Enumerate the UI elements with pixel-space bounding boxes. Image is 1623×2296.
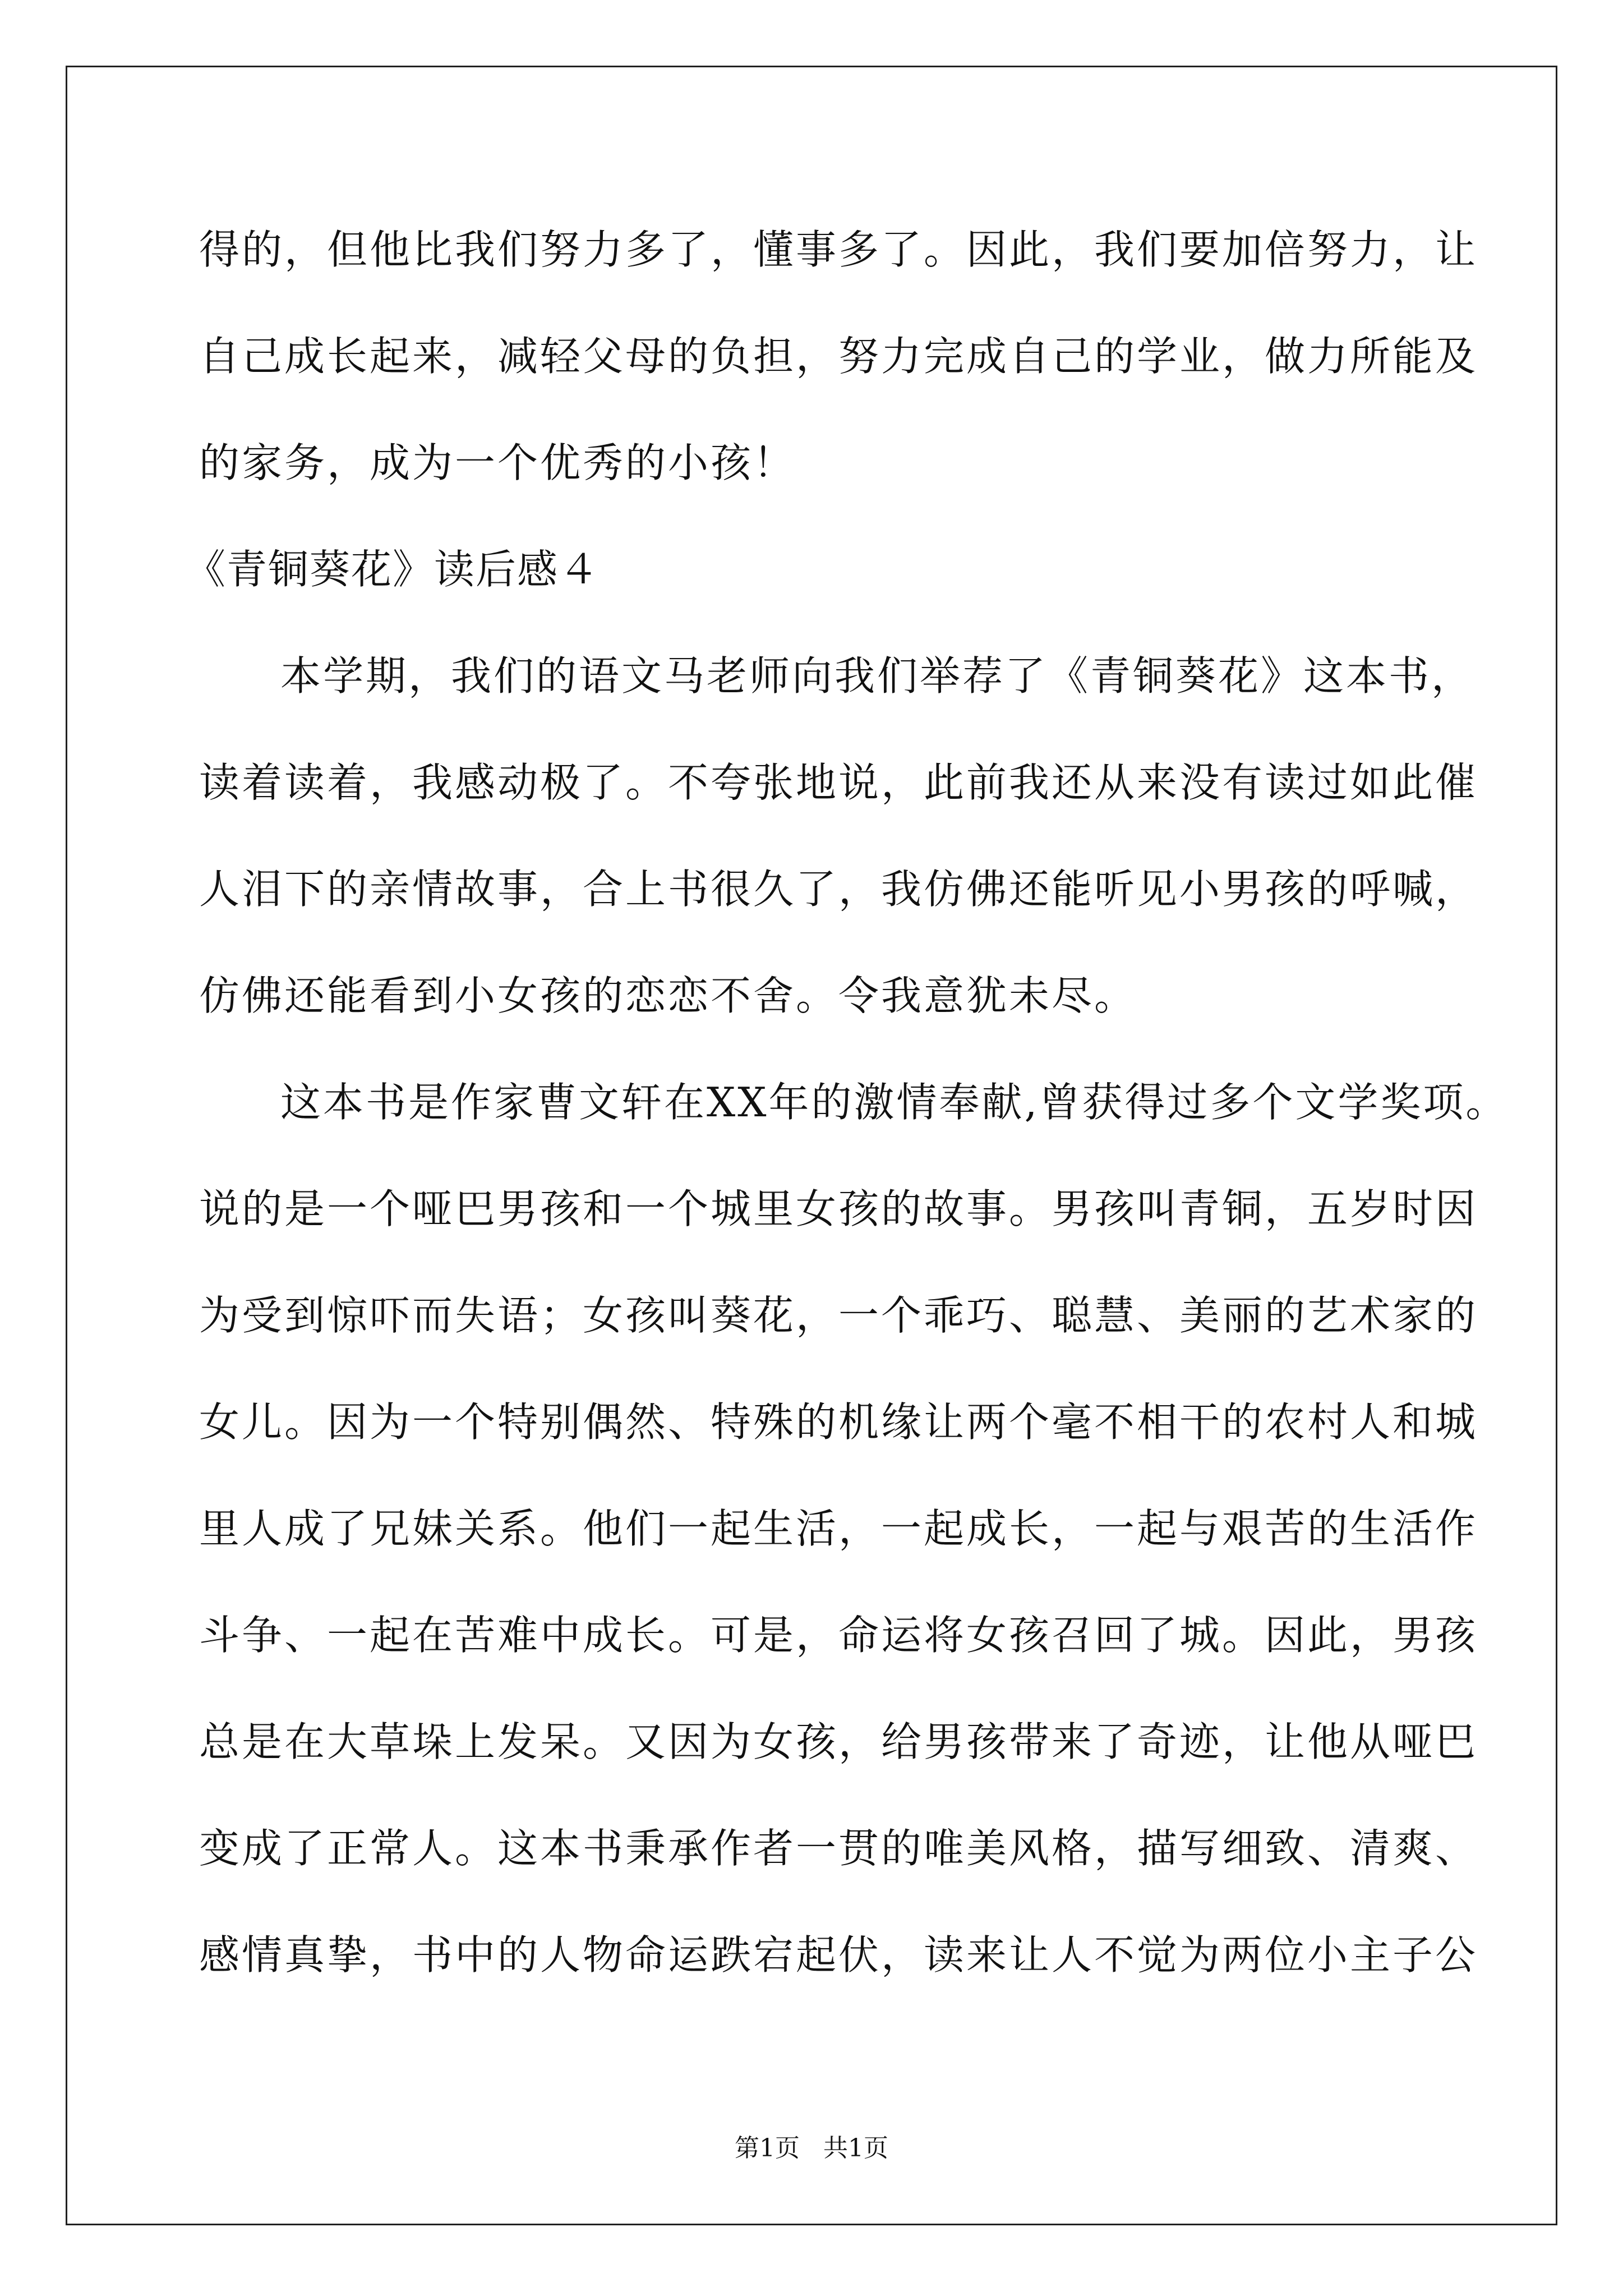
body-text-line: 感情真挚，书中的人物命运跌宕起伏，读来让人不觉为两位小主子公 xyxy=(199,1931,1478,1978)
page-border xyxy=(66,66,1557,2225)
body-text-line: 里人成了兄妹关系。他们一起生活，一起成长，一起与艰苦的生活作 xyxy=(199,1505,1478,1552)
body-text-line: 这本书是作家曹文轩在XX年的激情奉献,曾获得过多个文学奖项。 xyxy=(280,1079,1509,1126)
body-text-line: 变成了正常人。这本书秉承作者一贯的唯美风格，描写细致、清爽、 xyxy=(199,1825,1478,1872)
body-text-line: 读着读着，我感动极了。不夸张地说，此前我还从来没有读过如此催 xyxy=(199,759,1478,806)
body-text-line: 女儿。因为一个特别偶然、特殊的机缘让两个毫不相干的农村人和城 xyxy=(199,1398,1478,1446)
body-text-line: 说的是一个哑巴男孩和一个城里女孩的故事。男孩叫青铜，五岁时因 xyxy=(199,1185,1478,1232)
page-footer xyxy=(0,2132,1623,2165)
page-number-total: 共1页 xyxy=(823,2134,888,2162)
body-text-line: 为受到惊吓而失语；女孩叫葵花，一个乖巧、聪慧、美丽的艺术家的 xyxy=(199,1292,1478,1339)
section-heading: 《青铜葵花》读后感４ xyxy=(185,546,601,593)
body-text-line: 得的，但他比我们努力多了，懂事多了。因此，我们要加倍努力，让 xyxy=(199,226,1478,273)
body-text-line: 人泪下的亲情故事，合上书很久了，我仿佛还能听见小男孩的呼喊， xyxy=(199,866,1478,913)
body-text-line: 总是在大草垛上发呆。又因为女孩，给男孩带来了奇迹，让他从哑巴 xyxy=(199,1718,1478,1765)
body-text-line: 本学期，我们的语文马老师向我们举荐了《青铜葵花》这本书， xyxy=(280,652,1474,700)
body-text-line: 仿佛还能看到小女孩的恋恋不舍。令我意犹未尽。 xyxy=(199,972,1137,1019)
page-number-current: 第1页 xyxy=(735,2134,800,2162)
body-text-line: 自己成长起来，减轻父母的负担，努力完成自己的学业，做力所能及 xyxy=(199,333,1478,380)
body-text-line: 斗争、一起在苦难中成长。可是，命运将女孩召回了城。因此，男孩 xyxy=(199,1612,1478,1659)
body-text-line: 的家务，成为一个优秀的小孩！ xyxy=(199,439,796,486)
